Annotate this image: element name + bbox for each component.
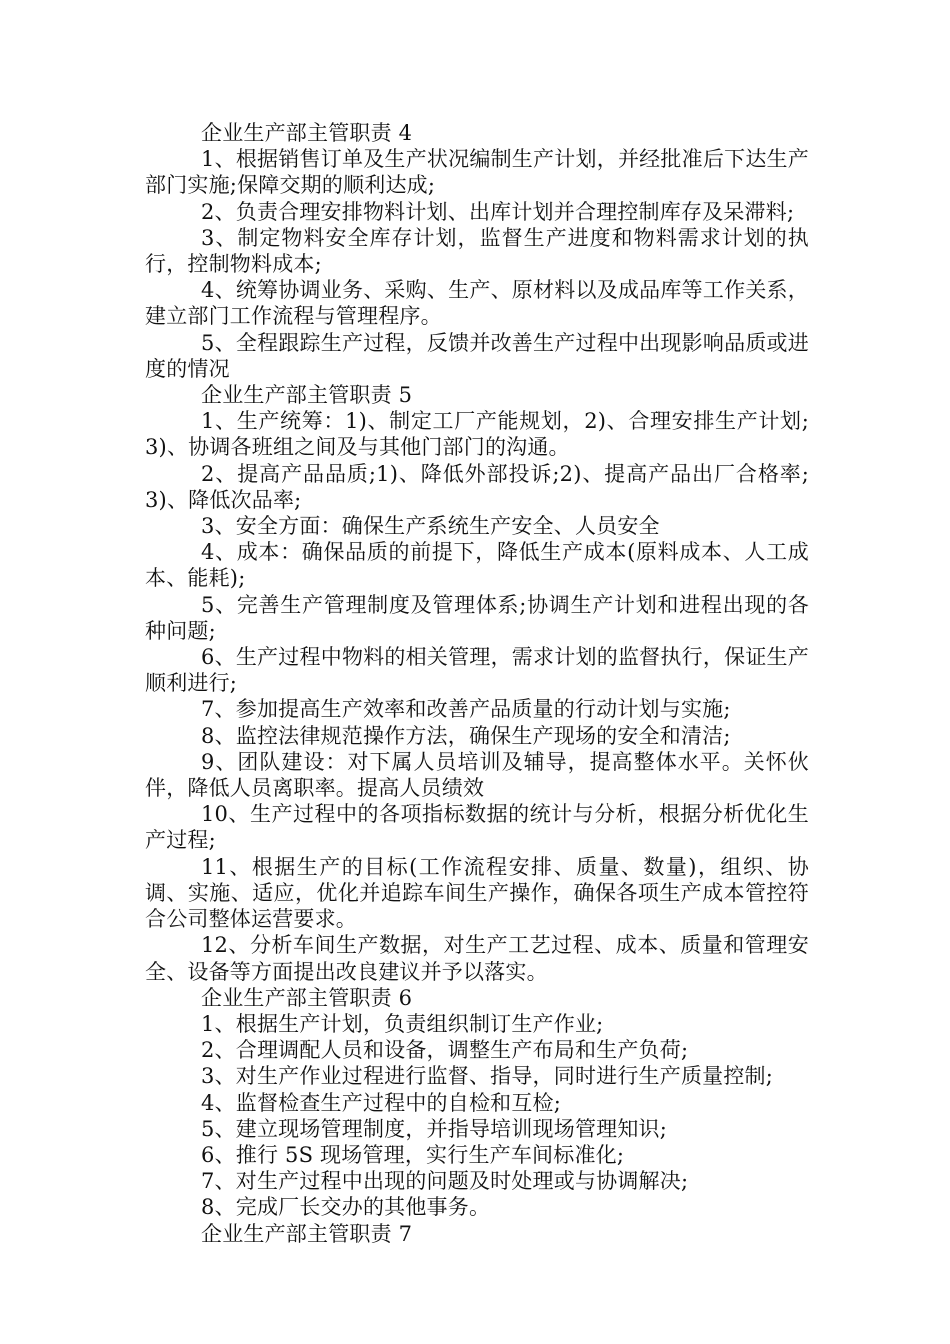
section-heading: 企业生产部主管职责 6 xyxy=(201,985,413,1010)
duty-item: 6、生产过程中物料的相关管理，需求计划的监督执行，保证生产顺利进行; xyxy=(145,645,809,696)
duty-item: 9、团队建设：对下属人员培训及辅导，提高整体水平。关怀伙伴，降低人员离职率。提高人员绩效 xyxy=(145,749,809,801)
duty-item: 1、根据生产计划，负责组织制订生产作业; xyxy=(201,1011,604,1036)
duty-item: 3、安全方面：确保生产系统生产安全、人员安全 xyxy=(201,514,660,539)
duty-item: 5、完善生产管理制度及管理体系;协调生产计划和进程出现的各种问题; xyxy=(145,592,809,643)
duty-item: 2、合理调配人员和设备，调整生产布局和生产负荷; xyxy=(201,1038,689,1063)
duty-item: 8、完成厂长交办的其他事务。 xyxy=(201,1195,491,1220)
duty-item: 6、推行 5S 现场管理，实行生产车间标准化; xyxy=(201,1142,625,1167)
duty-item: 3、制定物料安全库存计划，监督生产进度和物料需求计划的执行，控制物料成本; xyxy=(145,225,809,277)
duty-item: 2、提高产品品质;1)、降低外部投诉;2)、提高产品出厂合格率;3)、降低次品率; xyxy=(145,461,809,512)
duty-item: 7、对生产过程中出现的问题及时处理或与协调解决; xyxy=(201,1169,689,1194)
duty-item: 1、根据销售订单及生产状况编制生产计划，并经批准后下达生产部门实施;保障交期的顺利达成; xyxy=(145,147,809,198)
document-body xyxy=(145,120,809,1247)
duty-item: 5、全程跟踪生产过程，反馈并改善生产过程中出现影响品质或进度的情况 xyxy=(145,330,809,381)
duty-item: 10、生产过程中的各项指标数据的统计与分析，根据分析优化生产过程; xyxy=(145,802,809,853)
duty-item: 12、分析车间生产数据，对生产工艺过程、成本、质量和管理安全、设备等方面提出改良建议并予以落实。 xyxy=(145,933,809,984)
duty-item: 3、对生产作业过程进行监督、指导，同时进行生产质量控制; xyxy=(201,1064,774,1089)
duty-item: 7、参加提高生产效率和改善产品质量的行动计划与实施; xyxy=(201,697,731,722)
duty-item: 2、负责合理安排物料计划、出库计划并合理控制库存及呆滞料; xyxy=(201,199,795,224)
duty-item: 4、成本：确保品质的前提下，降低生产成本(原料成本、人工成本、能耗); xyxy=(145,540,809,591)
duty-item: 4、监督检查生产过程中的自检和互检; xyxy=(201,1090,562,1115)
section-heading: 企业生产部主管职责 5 xyxy=(201,383,413,408)
duty-item: 11、根据生产的目标(工作流程安排、质量、数量)，组织、协调、实施、适应，优化并追踪车间生产操作，确保各项生产成本管控符合公司整体运营要求。 xyxy=(145,854,809,932)
section-heading: 企业生产部主管职责 4 xyxy=(201,121,413,145)
duty-item: 5、建立现场管理制度，并指导培训现场管理知识; xyxy=(201,1116,668,1141)
duty-item: 1、生产统筹：1)、制定工厂产能规划，2)、合理安排生产计划;3)、协调各班组之间及与其他门部门的沟通。 xyxy=(145,409,809,460)
section-heading: 企业生产部主管职责 7 xyxy=(201,1221,413,1246)
duty-item: 8、监控法律规范操作方法，确保生产现场的安全和清洁; xyxy=(201,723,731,748)
duty-item: 4、统筹协调业务、采购、生产、原材料以及成品库等工作关系，建立部门工作流程与管理程序。 xyxy=(145,278,809,329)
